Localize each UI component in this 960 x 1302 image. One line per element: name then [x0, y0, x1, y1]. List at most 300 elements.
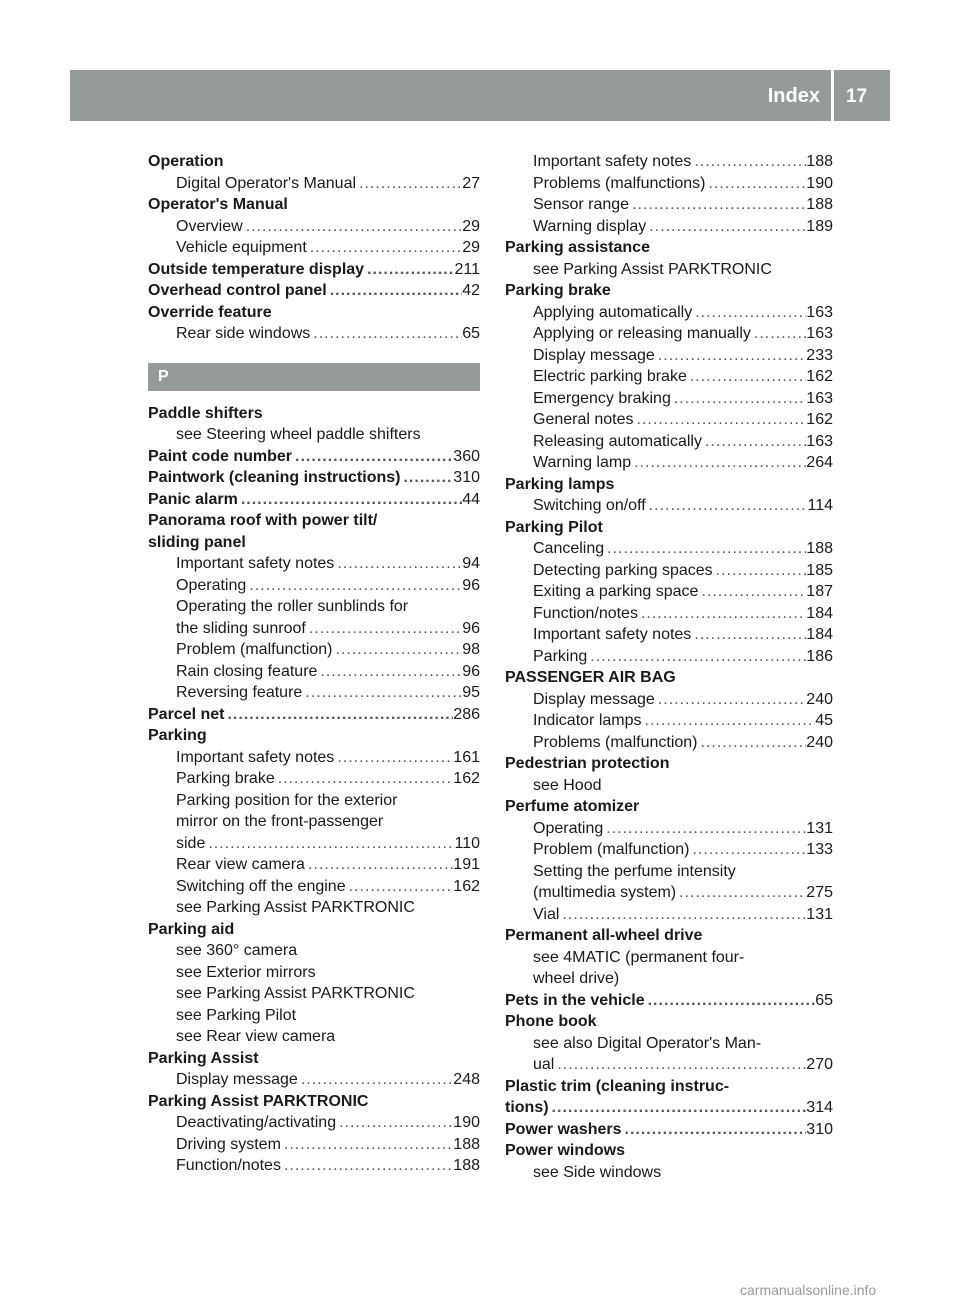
- entry-text: Parcel net: [148, 705, 225, 723]
- page-reference: 264: [806, 454, 833, 471]
- entry-text: Parking brake: [176, 770, 275, 787]
- page-reference: 162: [806, 411, 833, 428]
- entry-text: Parking Pilot: [505, 518, 603, 536]
- index-heading: [505, 1140, 833, 1162]
- index-heading: [148, 919, 480, 941]
- entry-text: Parking assistance: [505, 239, 650, 256]
- page-reference: 190: [806, 174, 833, 192]
- index-subentry: [505, 452, 833, 474]
- page-reference: 96: [462, 619, 480, 637]
- entry-text: see Side windows: [533, 1163, 662, 1181]
- page-reference: 98: [462, 641, 480, 658]
- index-subentry: [505, 173, 833, 195]
- entry-text: see Exterior mirrors: [176, 963, 316, 981]
- page-reference: 29: [462, 239, 480, 256]
- page-reference: 45: [815, 712, 833, 729]
- index-subentry: [505, 151, 833, 173]
- entry-text: Overview: [176, 217, 243, 235]
- index-subentry: [505, 818, 833, 840]
- entry-text: Digital Operator's Manual: [176, 174, 357, 192]
- dot-leader: [549, 1097, 807, 1119]
- dot-leader: [243, 216, 463, 238]
- entry-text: Paddle shifters: [148, 404, 263, 422]
- page-reference: 310: [806, 1120, 833, 1138]
- dot-leader: [655, 345, 806, 367]
- page-reference: 184: [806, 604, 833, 622]
- index-subentry: [505, 388, 833, 410]
- index-subentry: [148, 833, 480, 855]
- index-heading: [148, 510, 480, 532]
- index-subentry: [148, 962, 480, 984]
- entry-text: Reversing feature: [176, 684, 303, 701]
- entry-text: Rear side windows: [176, 325, 311, 342]
- index-subentry: [148, 747, 480, 769]
- entry-text: Panorama roof with power tilt/: [148, 512, 378, 529]
- entry-text: Switching on/off: [533, 497, 646, 514]
- entry-text: Parking Assist PARKTRONIC: [148, 1092, 369, 1110]
- entry-text: Outside temperature display: [148, 260, 365, 278]
- page-reference: 44: [462, 490, 480, 508]
- page-reference: 162: [453, 877, 480, 895]
- index-heading: [505, 1011, 833, 1033]
- page-reference: 94: [462, 555, 480, 572]
- index-subentry: [505, 216, 833, 238]
- page-reference: 186: [806, 647, 833, 665]
- index-subentry: [505, 839, 833, 861]
- index-heading: [148, 259, 480, 281]
- page-reference: 189: [806, 217, 833, 235]
- entry-text: Parking brake: [505, 282, 611, 299]
- entry-text: ual: [533, 1056, 555, 1073]
- entry-text: Canceling: [533, 540, 605, 557]
- page-reference: 211: [454, 260, 480, 278]
- entry-text: Rain closing feature: [176, 662, 318, 680]
- page-reference: 133: [806, 841, 833, 858]
- entry-text: Parking lamps: [505, 475, 615, 493]
- dot-leader: [246, 575, 462, 597]
- entry-text: Problem (malfunction): [176, 641, 333, 658]
- entry-text: Driving system: [176, 1135, 281, 1153]
- entry-text: the sliding sunroof: [176, 619, 306, 637]
- index-heading: [505, 667, 833, 689]
- entry-text: Paint code number: [148, 447, 293, 465]
- index-subentry: [505, 538, 833, 560]
- dot-leader: [655, 689, 806, 711]
- page-reference: 248: [453, 1071, 480, 1088]
- entry-text: Vial: [533, 905, 560, 923]
- index-heading: [148, 151, 480, 173]
- entry-text: Operating the roller sunblinds for: [176, 598, 409, 615]
- entry-text: see Parking Assist PARKTRONIC: [533, 260, 772, 278]
- index-heading: [148, 467, 480, 489]
- entry-text: Pedestrian protection: [505, 755, 670, 772]
- index-heading: [148, 1048, 480, 1070]
- index-subentry: [505, 431, 833, 453]
- index-subentry: [505, 732, 833, 754]
- entry-text: Function/notes: [533, 604, 638, 622]
- entry-text: Parking aid: [148, 920, 235, 938]
- index-column-right: [505, 151, 833, 1183]
- entry-text: General notes: [533, 411, 634, 428]
- entry-text: Operating: [533, 819, 604, 837]
- entry-text: wheel drive): [533, 970, 620, 987]
- index-subentry: [505, 1162, 833, 1184]
- dot-leader: [400, 467, 453, 489]
- dot-leader: [629, 194, 806, 216]
- dot-leader: [692, 302, 806, 324]
- index-subentry: [148, 424, 480, 446]
- index-subentry: [505, 323, 833, 345]
- index-heading: [505, 796, 833, 818]
- index-subentry: [148, 237, 480, 259]
- page-reference: 314: [806, 1099, 833, 1116]
- entry-text: Override feature: [148, 303, 272, 321]
- entry-text: Setting the perfume intensity: [533, 862, 736, 880]
- entry-text: sliding panel: [148, 533, 246, 551]
- dot-leader: [346, 876, 454, 898]
- entry-text: Electric parking brake: [533, 368, 687, 385]
- page-reference: 310: [453, 469, 480, 486]
- entry-text: see Hood: [533, 776, 602, 794]
- entry-text: Important safety notes: [533, 153, 692, 170]
- entry-text: Emergency braking: [533, 389, 671, 407]
- entry-text: Problems (malfunctions): [533, 174, 706, 192]
- entry-text: Plastic trim (cleaning instruc-: [505, 1077, 730, 1095]
- page-reference: 163: [806, 325, 833, 342]
- entry-text: Vehicle equipment: [176, 239, 307, 256]
- entry-text: Applying or releasing manually: [533, 325, 751, 342]
- dot-leader: [205, 833, 454, 855]
- index-heading: [505, 237, 833, 259]
- dot-leader: [281, 1134, 453, 1156]
- dot-leader: [310, 323, 462, 345]
- entry-text: Important safety notes: [176, 555, 335, 572]
- dot-leader: [676, 882, 806, 904]
- entry-text: tions): [505, 1099, 549, 1116]
- page-reference: 188: [806, 540, 833, 557]
- dot-leader: [698, 732, 807, 754]
- index-subentry: [505, 775, 833, 797]
- index-heading: [148, 725, 480, 747]
- entry-text: (multimedia system): [533, 884, 677, 901]
- dot-leader: [622, 1119, 807, 1141]
- entry-text: Detecting parking spaces: [533, 561, 713, 579]
- dot-leader: [559, 904, 806, 926]
- dot-leader: [317, 661, 462, 683]
- index-subentry: [148, 323, 480, 345]
- page-reference: 163: [806, 303, 833, 321]
- index-heading: [505, 1076, 833, 1098]
- page-reference: 275: [806, 884, 833, 901]
- page-reference: 188: [806, 153, 833, 170]
- entry-text: see Rear view camera: [176, 1028, 336, 1045]
- entry-text: Applying automatically: [533, 303, 693, 321]
- index-subentry: [148, 575, 480, 597]
- entry-text: Operation: [148, 153, 224, 170]
- entry-text: Power windows: [505, 1142, 626, 1159]
- index-subentry: [148, 173, 480, 195]
- entry-text: mirror on the front-passenger: [176, 813, 384, 830]
- dot-leader: [687, 366, 806, 388]
- index-subentry: [148, 811, 480, 833]
- index-list-right: [505, 151, 833, 1183]
- index-subentry: [148, 639, 480, 661]
- page-reference: 29: [462, 217, 480, 235]
- entry-text: Pets in the vehicle: [505, 991, 645, 1009]
- index-subentry: [148, 940, 480, 962]
- page-reference: 95: [462, 684, 480, 701]
- index-subentry: [505, 495, 833, 517]
- entry-text: Perfume atomizer: [505, 798, 640, 815]
- index-subentry: [505, 603, 833, 625]
- entry-text: Parking: [148, 727, 207, 744]
- entry-text: see 360° camera: [176, 942, 298, 959]
- page-reference: 131: [806, 819, 833, 837]
- dot-leader: [631, 452, 806, 474]
- dot-leader: [327, 280, 462, 302]
- index-heading: [148, 280, 480, 302]
- index-heading: [505, 925, 833, 947]
- entry-text: see also Digital Operator's Man-: [533, 1034, 762, 1052]
- entry-text: Problem (malfunction): [533, 841, 690, 858]
- index-subentry: [148, 553, 480, 575]
- page-reference: 27: [462, 174, 480, 192]
- index-subentry: [148, 983, 480, 1005]
- index-subentry: [505, 302, 833, 324]
- page-reference: 161: [453, 748, 480, 766]
- entry-text: Exiting a parking space: [533, 583, 699, 600]
- dot-leader: [751, 323, 806, 345]
- entry-text: see 4MATIC (permanent four-: [533, 948, 745, 966]
- entry-text: Indicator lamps: [533, 712, 642, 729]
- dot-leader: [306, 618, 462, 640]
- dot-leader: [671, 388, 806, 410]
- page-reference: 163: [806, 389, 833, 407]
- index-heading: [505, 280, 833, 302]
- page-reference: 188: [806, 196, 833, 213]
- page-reference: 187: [806, 583, 833, 600]
- dot-leader: [698, 581, 806, 603]
- page-reference: 114: [807, 497, 833, 514]
- dot-leader: [587, 646, 806, 668]
- entry-text: see Parking Pilot: [176, 1006, 297, 1024]
- entry-text: Operating: [176, 576, 247, 594]
- entry-text: Important safety notes: [533, 626, 692, 643]
- index-column-left: [148, 151, 480, 1177]
- entry-text: see Parking Assist PARKTRONIC: [176, 985, 415, 1002]
- page-title: Index: [767, 85, 820, 107]
- index-subentry: [505, 194, 833, 216]
- dot-leader: [713, 560, 807, 582]
- index-subentry: [505, 947, 833, 969]
- dot-leader: [603, 818, 806, 840]
- index-subentry: [148, 1069, 480, 1091]
- entry-text: Parking position for the exterior: [176, 791, 398, 809]
- index-heading: [505, 1097, 833, 1119]
- index-subentry: [505, 689, 833, 711]
- page-reference: 240: [806, 690, 833, 708]
- dot-leader: [691, 151, 806, 173]
- dot-leader: [634, 409, 807, 431]
- index-subentry: [505, 581, 833, 603]
- entry-text: Display message: [533, 346, 655, 364]
- entry-text: PASSENGER AIR BAG: [505, 669, 676, 686]
- entry-text: Phone book: [505, 1013, 597, 1030]
- index-subentry: [505, 968, 833, 990]
- entry-text: Deactivating/activating: [176, 1114, 337, 1131]
- header-divider: [831, 70, 834, 121]
- index-subentry: [505, 710, 833, 732]
- page-reference: 110: [454, 834, 480, 852]
- entry-text: Parking: [533, 647, 588, 665]
- index-subentry: [148, 1112, 480, 1134]
- page-reference: 162: [453, 770, 480, 787]
- index-heading: [505, 990, 833, 1012]
- index-subentry: [148, 1134, 480, 1156]
- entry-text: Sensor range: [533, 196, 630, 213]
- dot-leader: [604, 538, 806, 560]
- dot-leader: [302, 682, 462, 704]
- page-reference: 188: [453, 1157, 480, 1174]
- page-reference: 233: [806, 346, 833, 364]
- index-subentry: [505, 1033, 833, 1055]
- page-reference: 240: [806, 733, 833, 751]
- entry-text: Overhead control panel: [148, 282, 327, 299]
- entry-text: Warning lamp: [533, 454, 632, 471]
- dot-leader: [690, 839, 807, 861]
- index-heading: [148, 302, 480, 324]
- dot-leader: [336, 1112, 453, 1134]
- page-reference: 188: [453, 1135, 480, 1153]
- dot-leader: [333, 639, 463, 661]
- dot-leader: [646, 216, 806, 238]
- dot-leader: [305, 854, 453, 876]
- dot-leader: [238, 489, 462, 511]
- entry-text: Permanent all-wheel drive: [505, 927, 703, 944]
- index-subentry: [148, 596, 480, 618]
- dot-leader: [691, 624, 806, 646]
- entry-text: Releasing automatically: [533, 432, 702, 450]
- entry-text: side: [176, 834, 206, 852]
- page-reference: 190: [453, 1114, 480, 1131]
- index-subentry: [505, 345, 833, 367]
- page-reference: 162: [806, 368, 833, 385]
- page-reference: 191: [453, 856, 480, 873]
- index-heading: [505, 753, 833, 775]
- entry-text: see Steering wheel paddle shifters: [176, 426, 421, 443]
- index-heading: [505, 517, 833, 539]
- dot-leader: [645, 990, 816, 1012]
- index-subentry: [505, 861, 833, 883]
- dot-leader: [642, 710, 816, 732]
- index-heading: [148, 489, 480, 511]
- entry-text: Function/notes: [176, 1157, 281, 1174]
- index-heading: [505, 1119, 833, 1141]
- dot-leader: [292, 446, 453, 468]
- index-subentry: [148, 854, 480, 876]
- page-reference: 360: [453, 447, 480, 465]
- dot-leader: [646, 495, 808, 517]
- dot-leader: [275, 768, 454, 790]
- index-heading: [505, 474, 833, 496]
- index-heading: [148, 194, 480, 216]
- index-list-left-o: [148, 151, 480, 345]
- index-subentry: [148, 661, 480, 683]
- page-number: 17: [846, 86, 868, 107]
- entry-text: Parking Assist: [148, 1049, 259, 1067]
- page-reference: 184: [806, 626, 833, 643]
- index-subentry: [148, 768, 480, 790]
- entry-text: Rear view camera: [176, 856, 305, 873]
- entry-text: Display message: [176, 1071, 298, 1088]
- index-subentry: [148, 216, 480, 238]
- page-reference: 131: [806, 905, 833, 923]
- index-subentry: [505, 646, 833, 668]
- entry-text: Panic alarm: [148, 490, 238, 508]
- entry-text: Operator's Manual: [148, 196, 288, 213]
- dot-leader: [281, 1155, 453, 1177]
- page-reference: 42: [462, 282, 480, 299]
- dot-leader: [356, 173, 462, 195]
- entry-text: Paintwork (cleaning instructions): [148, 469, 401, 486]
- dot-leader: [702, 431, 806, 453]
- page-reference: 286: [453, 705, 480, 723]
- index-heading: [148, 403, 480, 425]
- index-subentry: [505, 409, 833, 431]
- index-subentry: [148, 1005, 480, 1027]
- entry-text: Power washers: [505, 1120, 622, 1138]
- index-subentry: [505, 259, 833, 281]
- dot-leader: [334, 747, 453, 769]
- page-reference: 163: [806, 432, 833, 450]
- index-heading: [148, 704, 480, 726]
- index-subentry: [148, 682, 480, 704]
- page-reference: 65: [462, 325, 480, 342]
- index-list-left-p: [148, 403, 480, 1177]
- dot-leader: [298, 1069, 453, 1091]
- page-reference: 65: [815, 991, 833, 1009]
- entry-text: Problems (malfunction): [533, 733, 698, 751]
- entry-text: see Parking Assist PARKTRONIC: [176, 899, 415, 916]
- index-subentry: [148, 1026, 480, 1048]
- dot-leader: [334, 553, 462, 575]
- index-heading: [148, 532, 480, 554]
- watermark: carmanualsonline.info: [740, 1282, 877, 1298]
- page-reference: 96: [462, 662, 480, 680]
- index-heading: [148, 1091, 480, 1113]
- dot-leader: [554, 1054, 806, 1076]
- index-subentry: [505, 882, 833, 904]
- dot-leader: [364, 259, 454, 281]
- index-subentry: [148, 876, 480, 898]
- dot-leader: [638, 603, 806, 625]
- index-subentry: [505, 624, 833, 646]
- dot-leader: [706, 173, 807, 195]
- entry-text: Warning display: [533, 217, 647, 235]
- index-subentry: [148, 897, 480, 919]
- index-subentry: [148, 1155, 480, 1177]
- dot-leader: [224, 704, 453, 726]
- index-subentry: [148, 790, 480, 812]
- index-subentry: [148, 618, 480, 640]
- index-subentry: [505, 1054, 833, 1076]
- index-subentry: [505, 904, 833, 926]
- entry-text: Switching off the engine: [176, 877, 346, 895]
- entry-text: Display message: [533, 690, 655, 708]
- page-reference: 96: [462, 576, 480, 594]
- index-heading: [148, 446, 480, 468]
- entry-text: Important safety notes: [176, 748, 335, 766]
